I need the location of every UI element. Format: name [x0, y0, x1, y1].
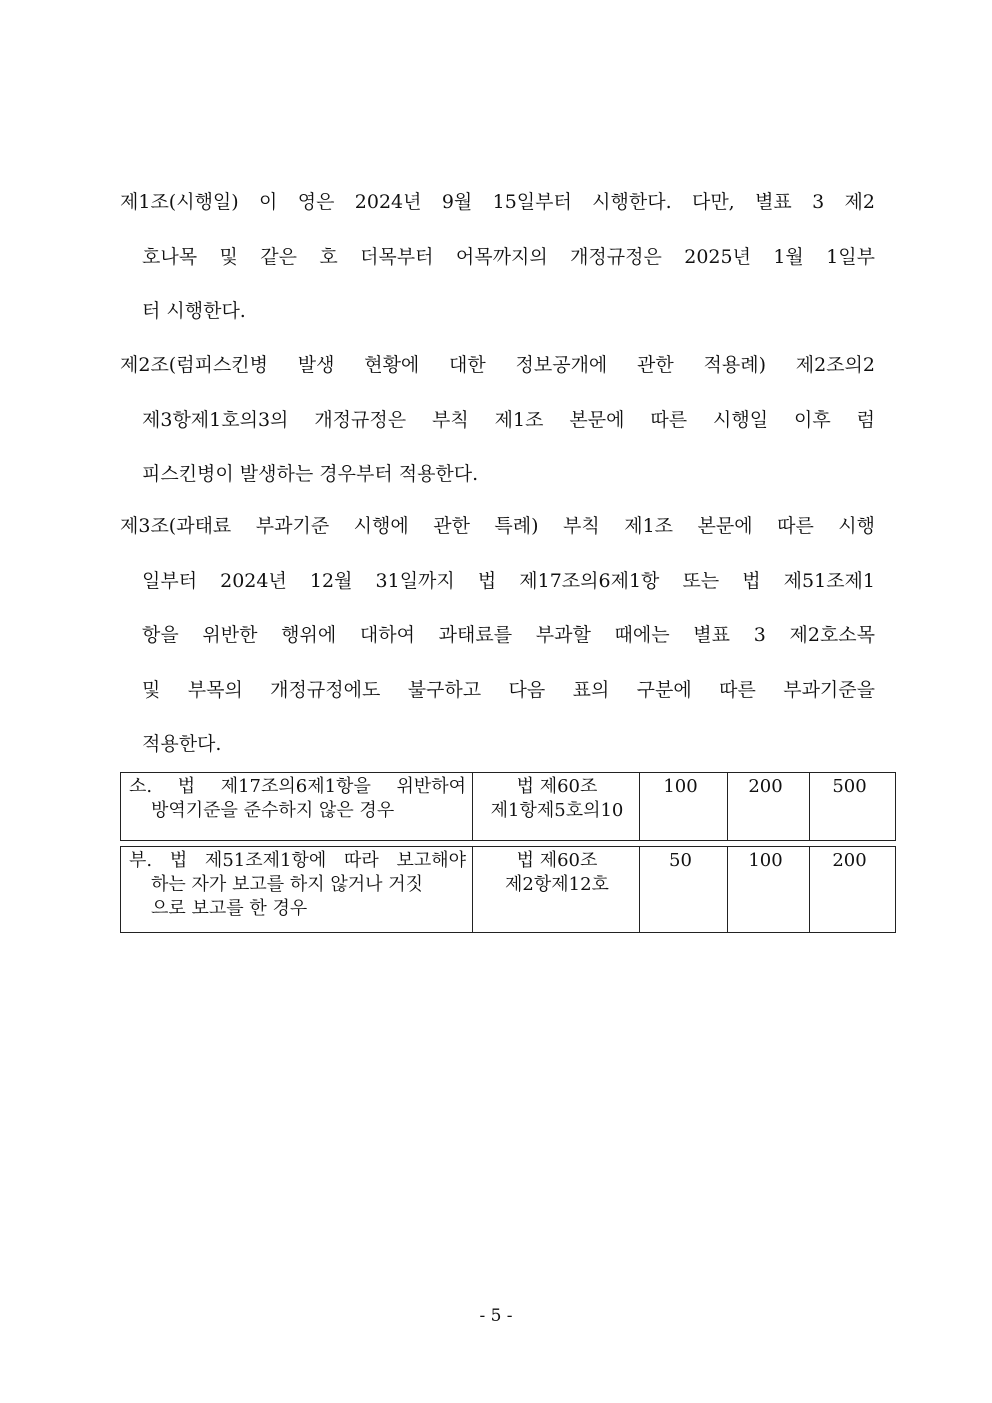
table-row: [121, 847, 896, 933]
article-3-line-4: 및 부목의 개정규정에도 불구하고 다음 표의 구분에 따른 부과기준을: [142, 678, 875, 701]
table-row: [121, 773, 896, 841]
article-2: [120, 338, 875, 502]
fine-table-row-bu: [120, 846, 896, 933]
violation-description: [121, 847, 473, 933]
legal-basis-line: 제2항제12호: [505, 874, 609, 895]
article-2-line-2: 제3항제1호의3의 개정규정은 부칙 제1조 본문에 따른 시행일 이후 럼: [142, 408, 875, 431]
violation-description: [121, 773, 473, 841]
fine-second-violation: 200: [728, 773, 810, 841]
violation-description-line: 으로 보고를 한 경우: [151, 898, 308, 919]
fine-third-violation: 500: [810, 773, 896, 841]
article-3-line-1: 제3조(과태료 부과기준 시행에 관한 특례) 부칙 제1조 본문에 따른 시행: [120, 515, 875, 537]
violation-description-line: 부. 법 제51조제1항에 따라 보고해야: [129, 850, 466, 871]
violation-description-line: 소. 법 제17조의6제1항을 위반하여: [129, 776, 466, 797]
article-3: [120, 499, 875, 772]
fine-table-row-so: [120, 772, 896, 841]
page-number: - 5 -: [479, 1306, 513, 1326]
legal-basis-line: 법 제60조: [516, 850, 598, 871]
article-3-line-2: 일부터 2024년 12월 31일까지 법 제17조의6제1항 또는 법 제51조제1: [142, 569, 875, 592]
fine-first-violation: 50: [640, 847, 728, 933]
violation-description-line: 하는 자가 보고를 하지 않거나 거짓: [151, 874, 424, 895]
legal-basis: [473, 773, 640, 841]
article-2-line-3: 피스킨병이 발생하는 경우부터 적용한다.: [142, 463, 479, 485]
article-1-line-3: 터 시행한다.: [142, 300, 246, 322]
fine-second-violation: 100: [728, 847, 810, 933]
violation-description-line: 방역기준을 준수하지 않은 경우: [151, 800, 395, 821]
fine-first-violation: 100: [640, 773, 728, 841]
legal-basis-line: 법 제60조: [516, 776, 598, 797]
article-3-line-5: 적용한다.: [142, 733, 222, 755]
article-1-line-2: 호나목 및 같은 호 더목부터 어목까지의 개정규정은 2025년 1월 1일부: [142, 245, 875, 268]
article-1-line-1: 제1조(시행일) 이 영은 2024년 9월 15일부터 시행한다. 다만, 별표 3 제2: [120, 191, 875, 213]
article-2-line-1: 제2조(럼피스킨병 발생 현황에 대한 정보공개에 관한 적용례) 제2조의2: [120, 354, 875, 376]
legal-basis: [473, 847, 640, 933]
article-1: [120, 175, 875, 339]
legal-basis-line: 제1항제5호의10: [490, 800, 624, 821]
article-3-line-3: 항을 위반한 행위에 대하여 과태료를 부과할 때에는 별표 3 제2호소목: [142, 624, 875, 646]
fine-third-violation: 200: [810, 847, 896, 933]
